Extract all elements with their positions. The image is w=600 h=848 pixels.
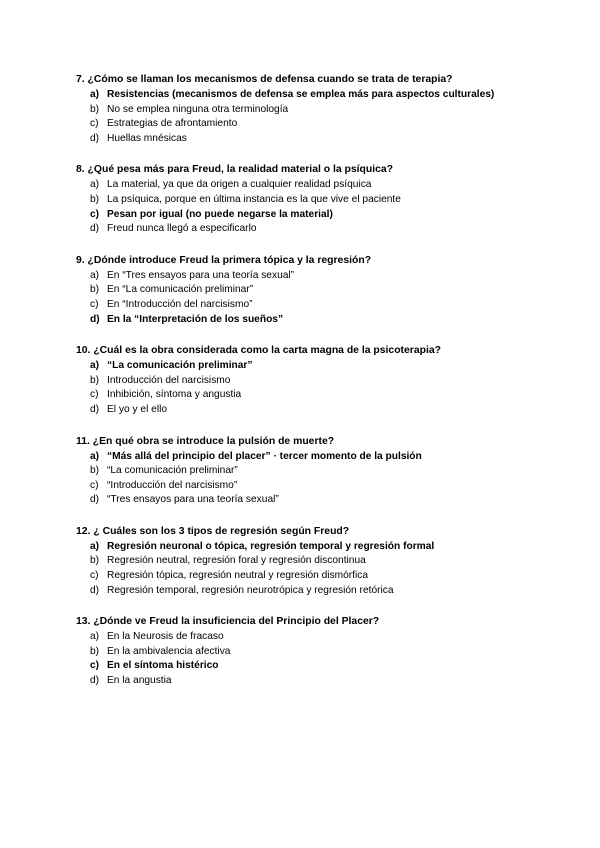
- option-list: [76, 540, 530, 598]
- option-letter: b): [90, 374, 100, 386]
- question-list: [76, 72, 530, 705]
- question-7: [76, 72, 530, 146]
- option-letter: a): [90, 89, 100, 100]
- option-text: Inhibición, síntoma y angustia: [107, 389, 242, 401]
- option-text: “La comunicación preliminar”: [107, 465, 238, 477]
- question-title: 10. ¿Cuál es la obra considerada como la carta magna de la psicoterapia?: [76, 345, 441, 357]
- question-8: [76, 162, 530, 236]
- option-d: [76, 222, 530, 237]
- question-title: 7. ¿Cómo se llaman los mecanismos de defensa cuando se trata de terapia?: [76, 74, 453, 85]
- option-list: [76, 178, 530, 236]
- option-list: [76, 630, 530, 688]
- option-a-correct: [76, 88, 530, 103]
- option-b: [76, 464, 530, 479]
- option-letter: c): [90, 479, 99, 491]
- option-letter: a): [90, 269, 100, 281]
- question-title: 11. ¿En qué obra se introduce la pulsión de muerte?: [76, 435, 335, 447]
- option-text: En la angustia: [107, 675, 172, 687]
- question-12: [76, 524, 530, 598]
- option-list: [76, 269, 530, 327]
- question-title: 9. ¿Dónde introduce Freud la primera tópica y la regresión?: [76, 254, 372, 266]
- option-letter: a): [90, 360, 100, 372]
- option-a: [76, 269, 530, 284]
- option-list: [76, 88, 530, 146]
- option-letter: c): [90, 208, 100, 220]
- option-d: [76, 132, 530, 147]
- option-text: Resistencias (mecanismos de defensa se emplea más para aspectos culturales): [107, 89, 495, 100]
- option-letter: a): [90, 450, 100, 462]
- option-a: [76, 178, 530, 193]
- option-a: [76, 630, 530, 645]
- question-13: [76, 614, 530, 688]
- option-text: La psíquica, porque en última instancia es la que vive el paciente: [107, 193, 401, 205]
- option-letter: a): [90, 540, 100, 552]
- option-list: [76, 359, 530, 417]
- option-letter: b): [90, 284, 100, 296]
- option-letter: c): [90, 118, 99, 130]
- option-c: [76, 117, 530, 132]
- option-c-correct: [76, 659, 530, 674]
- option-text: Freud nunca llegó a especificarlo: [107, 223, 257, 235]
- option-c: [76, 388, 530, 403]
- option-text: Regresión neuronal o tópica, regresión temporal y regresión formal: [107, 540, 435, 552]
- option-text: “Tres ensayos para una teoría sexual”: [107, 494, 279, 506]
- option-b: [76, 554, 530, 569]
- option-text: “Introducción del narcisismo”: [107, 479, 238, 491]
- option-text: En “La comunicación preliminar”: [107, 284, 254, 296]
- option-letter: c): [90, 570, 99, 582]
- option-letter: c): [90, 298, 99, 310]
- question-11: [76, 434, 530, 508]
- question-title: 13. ¿Dónde ve Freud la insuficiencia del Principio del Placer?: [76, 616, 380, 628]
- option-text: En la ambivalencia afectiva: [107, 645, 231, 657]
- option-letter: b): [90, 193, 100, 205]
- option-letter: b): [90, 555, 100, 567]
- option-letter: a): [90, 631, 100, 643]
- option-text: En “Tres ensayos para una teoría sexual”: [107, 269, 295, 281]
- option-d: [76, 493, 530, 508]
- option-a-correct: [76, 450, 530, 465]
- option-a-correct: [76, 540, 530, 555]
- option-b: [76, 645, 530, 660]
- option-text: Regresión neutral, regresión foral y regresión discontinua: [107, 555, 366, 567]
- option-letter: d): [90, 403, 100, 415]
- option-c-correct: [76, 208, 530, 223]
- option-text: Regresión temporal, regresión neurotrópica y regresión retórica: [107, 584, 394, 596]
- option-letter: a): [90, 179, 100, 191]
- option-a-correct: [76, 359, 530, 374]
- option-text: En “Introducción del narcisismo”: [107, 298, 253, 310]
- option-letter: d): [90, 494, 100, 506]
- question-9: [76, 253, 530, 327]
- option-b: [76, 374, 530, 389]
- option-d-correct: [76, 313, 530, 328]
- option-text: La material, ya que da origen a cualquier realidad psíquica: [107, 179, 372, 191]
- option-d: [76, 584, 530, 599]
- option-letter: d): [90, 675, 100, 687]
- option-letter: b): [90, 465, 100, 477]
- question-title: 8. ¿Qué pesa más para Freud, la realidad material o la psíquica?: [76, 164, 394, 176]
- option-c: [76, 298, 530, 313]
- option-text: En la Neurosis de fracaso: [107, 631, 224, 643]
- option-letter: b): [90, 103, 100, 115]
- option-text: “Más allá del principio del placer” · tercer momento de la pulsión: [107, 450, 422, 462]
- option-text: Estrategias de afrontamiento: [107, 118, 238, 130]
- option-text: Pesan por igual (no puede negarse la material): [107, 208, 333, 220]
- option-text: “La comunicación preliminar”: [107, 360, 253, 372]
- option-d: [76, 403, 530, 418]
- option-text: El yo y el ello: [107, 403, 168, 415]
- option-list: [76, 450, 530, 508]
- option-letter: d): [90, 313, 100, 325]
- option-text: En el síntoma histérico: [107, 660, 219, 672]
- option-letter: d): [90, 223, 100, 235]
- option-b: [76, 283, 530, 298]
- option-text: Huellas mnésicas: [107, 132, 187, 144]
- option-letter: d): [90, 584, 100, 596]
- option-letter: c): [90, 389, 99, 401]
- option-text: Introducción del narcisismo: [107, 374, 231, 386]
- option-c: [76, 569, 530, 584]
- option-text: Regresión tópica, regresión neutral y regresión dismórfica: [107, 570, 369, 582]
- option-b: [76, 193, 530, 208]
- option-letter: d): [90, 132, 100, 144]
- option-letter: c): [90, 660, 100, 672]
- option-b: [76, 103, 530, 118]
- option-text: En la “Interpretación de los sueños”: [107, 313, 284, 325]
- option-c: [76, 479, 530, 494]
- question-title: 12. ¿ Cuáles son los 3 tipos de regresión según Freud?: [76, 525, 350, 537]
- option-letter: b): [90, 645, 100, 657]
- question-10: [76, 343, 530, 417]
- option-d: [76, 674, 530, 689]
- option-text: No se emplea ninguna otra terminología: [107, 103, 289, 115]
